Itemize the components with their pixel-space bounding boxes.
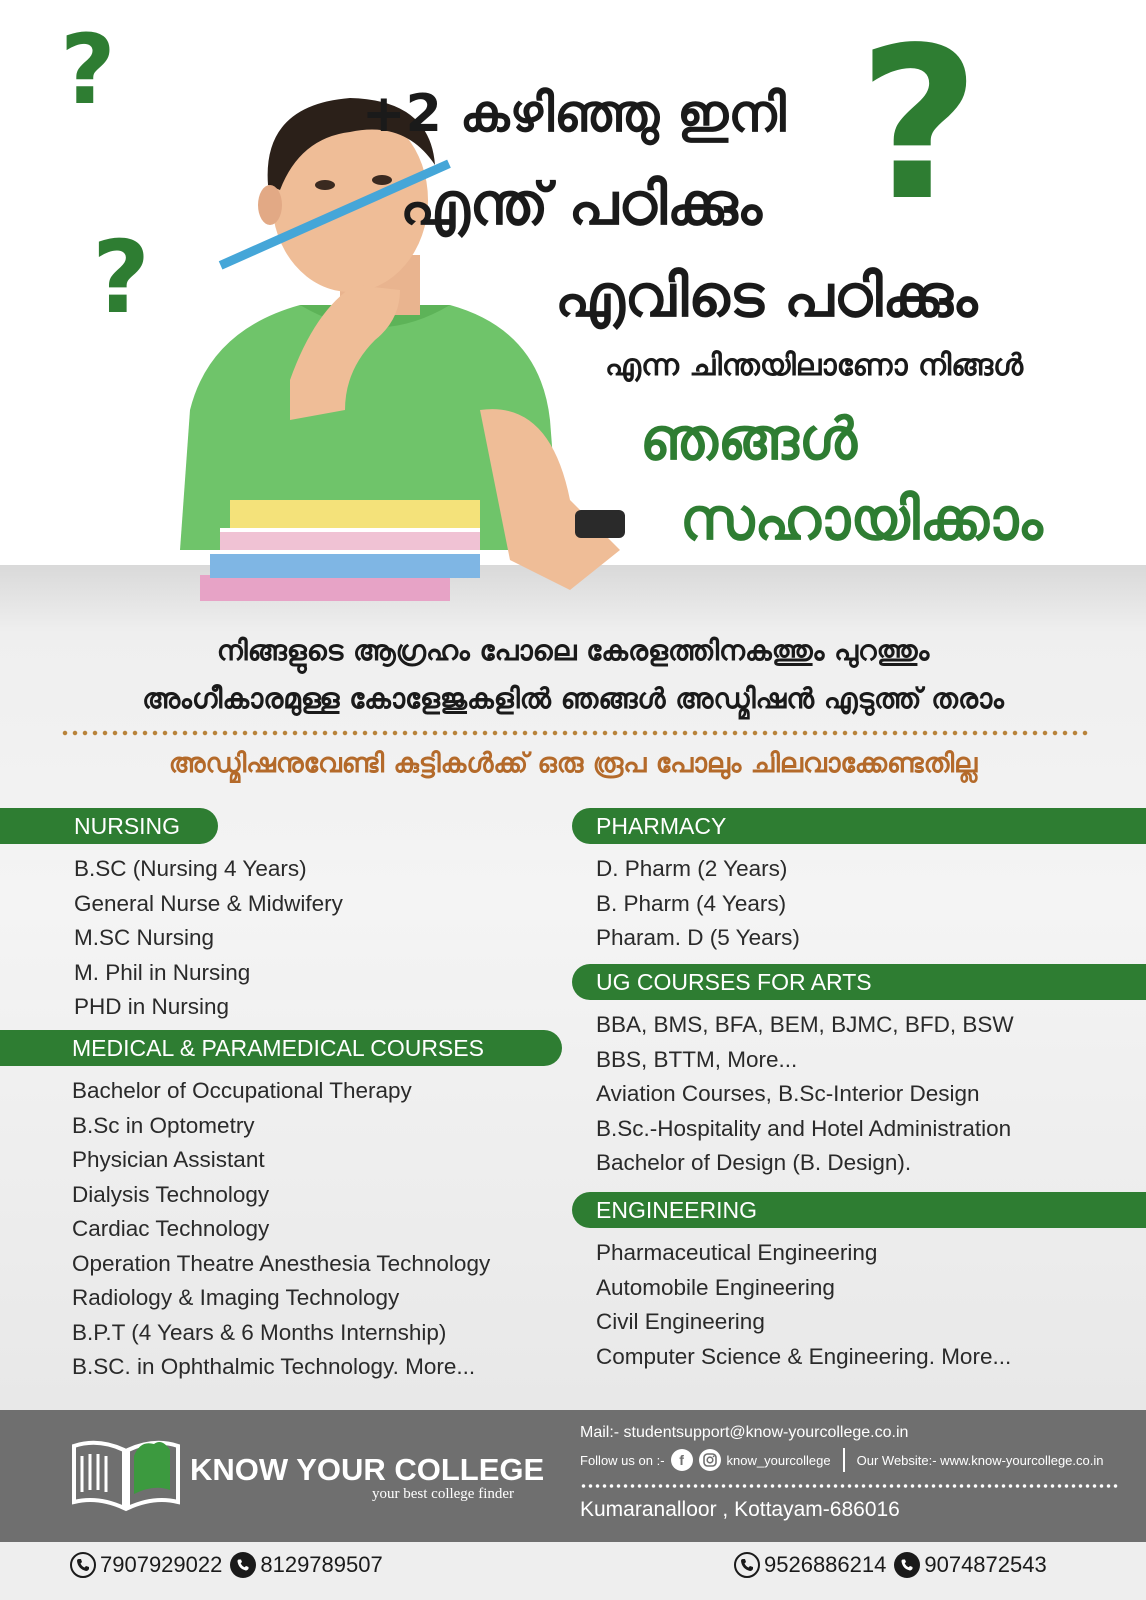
whatsapp-number[interactable]: 9074872543 xyxy=(924,1552,1047,1577)
intro-line-2: അംഗീകാരമുള്ള കോളേജുകളിൽ ഞങ്ങൾ അഡ്മിഷൻ എടുത്ത് തരാം xyxy=(142,682,1004,715)
pharmacy-course-list xyxy=(596,852,800,956)
section-title: NURSING xyxy=(74,813,181,839)
list-item: B.P.T (4 Years & 6 Months Internship) xyxy=(72,1319,447,1345)
divider xyxy=(843,1448,845,1472)
open-book-logo-icon xyxy=(70,1432,182,1512)
phone-group-left xyxy=(70,1552,383,1578)
headline-line-5: ഞങ്ങൾ xyxy=(640,405,857,473)
list-item: B.Sc in Optometry xyxy=(72,1112,255,1138)
free-admission-note: അഡ്മിഷനുവേണ്ടി കുട്ടികൾക്ക് ഒരു രൂപ പോലും ചിലവാക്കേണ്ടതില്ല xyxy=(168,748,978,779)
list-item: B. Pharm (4 Years) xyxy=(596,890,787,916)
list-item: BBA, BMS, BFA, BEM, BJMC, BFD, BSW xyxy=(596,1012,1014,1037)
headline-line-6: സഹായിക്കാം xyxy=(680,485,1043,553)
section-title: ENGINEERING xyxy=(596,1197,758,1223)
section-title: PHARMACY xyxy=(596,813,727,839)
medical-course-list xyxy=(72,1074,490,1385)
phone-group-right xyxy=(734,1552,1047,1578)
list-item: B.Sc.-Hospitality and Hotel Administration xyxy=(596,1115,1012,1141)
student-illustration xyxy=(150,80,670,620)
phone-number[interactable]: 9526886214 xyxy=(764,1552,887,1577)
instagram-icon[interactable] xyxy=(699,1449,721,1471)
list-item: Pharam. D (5 Years) xyxy=(596,925,800,950)
headline-line-4: എന്ന ചിന്തയിലാണോ നിങ്ങൾ xyxy=(605,348,1024,383)
question-mark-icon: ? xyxy=(92,219,151,336)
list-item: Computer Science & Engineering. More... xyxy=(596,1343,1012,1369)
engineering-course-list xyxy=(596,1236,1011,1374)
headline-line-3: എവിടെ പഠിക്കും xyxy=(555,262,978,330)
list-item: Aviation Courses, B.Sc-Interior Design xyxy=(596,1081,980,1106)
list-item: M. Phil in Nursing xyxy=(74,959,251,985)
website-link[interactable]: Our Website:- www.know-yourcollege.co.in xyxy=(856,1452,1104,1468)
list-item: Bachelor of Design (B. Design). xyxy=(596,1150,912,1175)
dotted-divider xyxy=(60,730,1090,736)
list-item: M.SC Nursing xyxy=(74,925,215,950)
intro-line-1: നിങ്ങളുടെ ആഗ്രഹം പോലെ കേരളത്തിനകത്തും പുറത്തും xyxy=(216,634,930,667)
phone-icon xyxy=(70,1552,96,1578)
brand-tagline: your best college finder xyxy=(372,1486,515,1502)
list-item: B.SC (Nursing 4 Years) xyxy=(74,856,307,881)
list-item: Bachelor of Occupational Therapy xyxy=(72,1078,412,1103)
list-item: B.SC. in Ophthalmic Technology. More... xyxy=(72,1354,476,1379)
section-header-engineering xyxy=(572,1192,1146,1228)
section-header-medical xyxy=(0,1030,562,1066)
address: Kumaranalloor , Kottayam-686016 xyxy=(580,1498,900,1521)
question-mark-icon: ? xyxy=(60,14,116,126)
list-item: General Nurse & Midwifery xyxy=(74,890,343,916)
nursing-course-list xyxy=(74,852,343,1025)
section-title: MEDICAL & PARAMEDICAL COURSES xyxy=(72,1035,484,1061)
list-item: BBS, BTTM, More... xyxy=(596,1046,798,1072)
list-item: Dialysis Technology xyxy=(72,1181,270,1207)
section-header-ug-arts xyxy=(572,964,1146,1000)
phone-icon xyxy=(734,1552,760,1578)
ug-arts-course-list xyxy=(596,1008,1014,1181)
list-item: Physician Assistant xyxy=(72,1147,265,1172)
social-row xyxy=(580,1448,1103,1472)
support-email[interactable]: Mail:- studentsupport@know-yourcollege.co.in xyxy=(580,1424,909,1441)
headline-line-2: എന്ത് പഠിക്കും xyxy=(400,170,762,238)
whatsapp-icon xyxy=(894,1552,920,1578)
section-title: UG COURSES FOR ARTS xyxy=(596,969,872,995)
list-item: PHD in Nursing xyxy=(74,994,230,1019)
headline-line-1: +2 കഴിഞ്ഞു ഇനി xyxy=(362,84,786,144)
question-mark-icon: ? xyxy=(858,2,980,247)
follow-label: Follow us on :- xyxy=(580,1452,665,1468)
whatsapp-number[interactable]: 8129789507 xyxy=(260,1552,383,1577)
list-item: Radiology & Imaging Technology xyxy=(72,1285,400,1310)
section-header-pharmacy xyxy=(572,808,1146,844)
social-handle[interactable]: know_yourcollege xyxy=(726,1452,831,1468)
list-item: Pharmaceutical Engineering xyxy=(596,1240,878,1265)
facebook-icon[interactable]: f xyxy=(671,1449,693,1471)
list-item: Civil Engineering xyxy=(596,1309,765,1334)
dotted-divider xyxy=(580,1484,1120,1488)
section-header-nursing xyxy=(0,808,218,844)
list-item: Operation Theatre Anesthesia Technology xyxy=(72,1250,491,1276)
list-item: Automobile Engineering xyxy=(596,1274,835,1300)
list-item: Cardiac Technology xyxy=(72,1216,270,1241)
brand-name: KNOW YOUR COLLEGE xyxy=(190,1452,545,1487)
whatsapp-icon xyxy=(230,1552,256,1578)
list-item: D. Pharm (2 Years) xyxy=(596,856,788,881)
phone-number[interactable]: 7907929022 xyxy=(100,1552,223,1577)
